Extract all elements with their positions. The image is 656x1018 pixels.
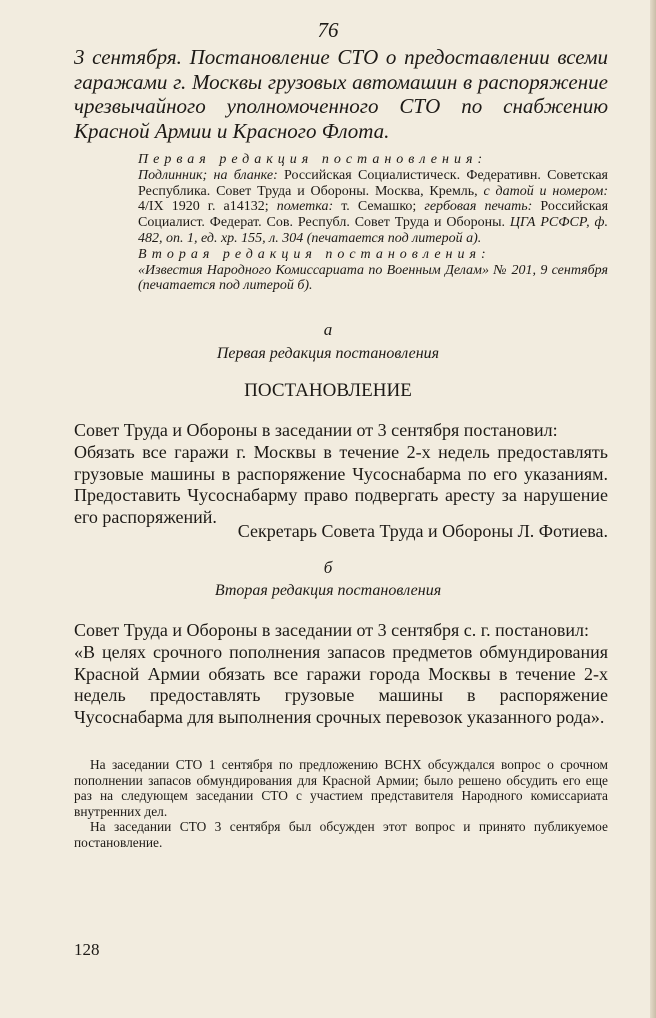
section-a-paragraph-2: Обязать все гаражи г. Москвы в течение 2-х недель предоставлять грузовые машины в распоряжение Чусоснабарма по его указаниям. Предоставить Чусоснабарму право подвергать аресту за нарушение его распоряжений. [74, 441, 608, 528]
footnote-2: На заседании СТО 3 сентября был обсужден этот вопрос и принято публикуемое постановление. [74, 819, 608, 850]
archival-reference [138, 152, 608, 294]
seal-label: гербовая печать: [424, 199, 533, 215]
signature: Секретарь Совета Труда и Обороны Л. Фотиева. [237, 521, 608, 541]
section-a-paragraph-1: Совет Труда и Обороны в заседании от 3 сентября постановил: [74, 420, 558, 440]
section-b-subtitle: Вторая редакция постановления [214, 582, 442, 599]
second-edition-source: «Известия Народного Комиссариата по Военным Делам» № 201, 9 сентября (печатается под литерой б). [138, 262, 608, 294]
archive-ref: ЦГА РСФСР, ф. 482, оп. 1, ед. хр. 155, л. 304 (печатается под литерой а). [138, 215, 608, 246]
mark-text: т. Семашко; [341, 199, 417, 215]
second-edition-label: Вторая редакция постановления: [138, 246, 491, 262]
footnotes [74, 757, 608, 850]
first-edition-label: Первая редакция постановления: [138, 152, 488, 167]
date-label: с датой и номером: [483, 183, 608, 199]
page-number: 128 [74, 940, 100, 959]
resolution-heading: ПОСТАНОВЛЕНИЕ [244, 380, 412, 401]
page-edge [650, 0, 656, 1018]
section-b-body [74, 620, 608, 729]
section-b-paragraph-2: «В целях срочного пополнения запасов предметов обмундирования Красной Армии обязать все гаражи города Москвы в течение 2-х недель предоставлять грузовые машины в распоряжение Чусоснабарма для выполнения срочных перевозок указанного рода». [74, 641, 608, 728]
original-label: Подлинник; на бланке: [138, 167, 278, 183]
document-title: 3 сентября. Постановление СТО о предоставлении всеми гаражами г. Москвы грузовых автомашин в распоряжение чрезвычайного уполномоченного СТО по снабжению Красной Армии и Красного Флота. [74, 45, 608, 143]
section-a-body [74, 420, 608, 529]
archive-folio-number: 76 [317, 18, 339, 42]
section-b-paragraph-1: Совет Труда и Обороны в заседании от 3 сентября с. г. постановил: [74, 620, 590, 640]
mark-label: пометка: [276, 199, 334, 215]
footnote-1: На заседании СТО 1 сентября по предложению ВСНХ обсуждался вопрос о срочном пополнении запасов обмундирования для Красной Армии; было решено обсудить его еще раз на следующем заседании СТО с участием представителя Народного комиссариата внутренних дел. [74, 757, 608, 819]
date-text: 4/IX 1920 г. а14132; [138, 199, 269, 215]
section-b-letter: б [323, 558, 333, 577]
seal-text: Российская Социалист. Федерат. Сов. Республ. Совет Труда и Обороны. [138, 199, 609, 231]
original-text: Российская Социалистическ. Федеративн. Советская Республика. Совет Труда и Обороны. Москва, Кремль, [138, 167, 608, 199]
section-a-letter: а [323, 320, 333, 339]
section-a-subtitle: Первая редакция постановления [216, 345, 440, 362]
